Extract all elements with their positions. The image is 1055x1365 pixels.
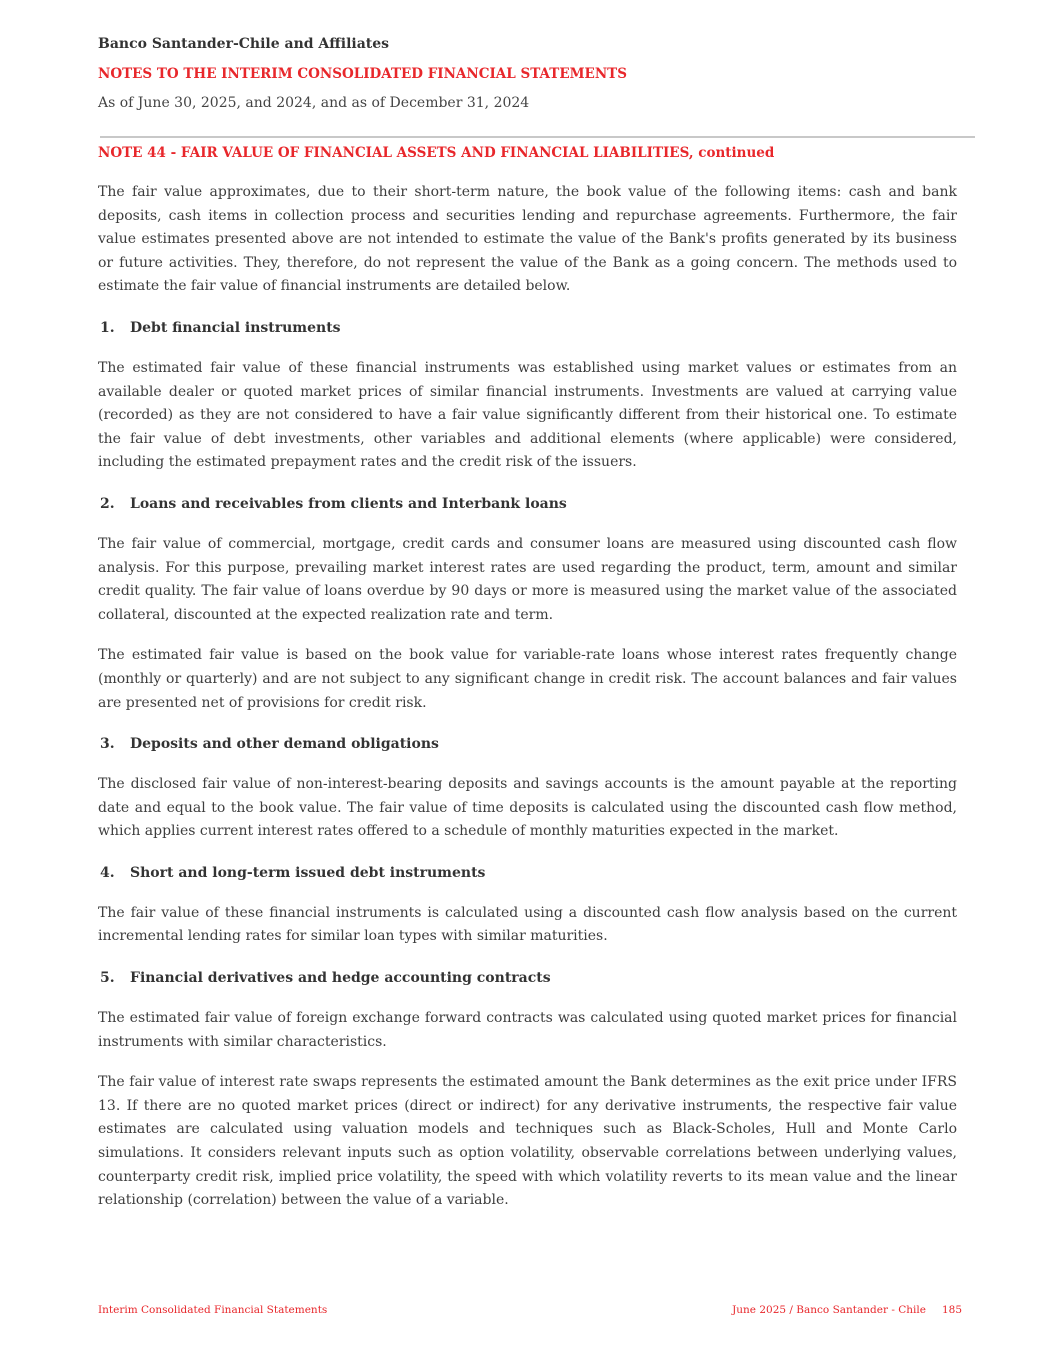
footer-period-bank: June 2025 / Banco Santander - Chile [732, 1304, 926, 1316]
section-heading-deposits [98, 732, 957, 756]
section-number: 2. [100, 495, 115, 512]
section-number: 1. [100, 319, 115, 336]
page-header [98, 34, 974, 113]
section-title: Debt financial instruments [130, 319, 341, 336]
section-paragraph: The estimated fair value of foreign exchange forward contracts was calculated using quoted market prices for financial instruments with similar characteristics. [98, 1010, 957, 1050]
section-heading-loans-receivables [98, 492, 957, 516]
section-number: 4. [100, 864, 115, 881]
section-paragraph: The fair value of commercial, mortgage, credit cards and consumer loans are measured using discounted cash flow analysis. For this purpose, prevailing market interest rates are used regarding the product, term, amount and similar credit quality. The fair value of loans overdue by 90 days or more is measured using the market value of the associated collateral, discounted at the expected realization rate and term. [98, 535, 957, 623]
section-paragraph: The fair value of these financial instruments is calculated using a discounted cash flow analysis based on the current incremental lending rates for similar loan types with similar maturities. [98, 904, 957, 945]
note-content [98, 143, 957, 1230]
section-title: Short and long-term issued debt instruments [130, 864, 486, 881]
header-divider [100, 136, 975, 138]
section-title: Loans and receivables from clients and Interbank loans [130, 495, 567, 512]
section-heading-debt-instruments [98, 316, 957, 340]
section-paragraph: The estimated fair value is based on the book value for variable-rate loans whose interest rates frequently change (monthly or quarterly) and are not subject to any significant change in credit risk. The account balances and fair values are presented net of provisions for credit risk. [98, 647, 957, 711]
section-title: Financial derivatives and hedge accounting contracts [130, 970, 551, 987]
section-number: 3. [100, 736, 115, 753]
section-title: Deposits and other demand obligations [130, 736, 439, 753]
page-number: 185 [941, 1304, 962, 1316]
notes-title: NOTES TO THE INTERIM CONSOLIDATED FINANCIAL STATEMENTS [98, 66, 627, 82]
section-heading-derivatives [98, 966, 957, 990]
intro-paragraph: The fair value approximates, due to their short-term nature, the book value of the following items: cash and bank deposits, cash items in collection process and securities lending and repurchase agreements. Furthermore, the fair value estimates presented above are not intended to estimate the value of the Bank's profits generated by its business or future activities. They, therefore, do not represent the value of the Bank as a going concern. The methods used to estimate the fair value of financial instruments are detailed below. [98, 184, 957, 295]
section-paragraph: The disclosed fair value of non-interest-bearing deposits and savings accounts is the amount payable at the reporting date and equal to the book value. The fair value of time deposits is calculated using the discounted cash flow method, which applies current interest rates offered to a schedule of monthly maturities expected in the market. [98, 776, 957, 840]
as-of-date: As of June 30, 2025, and 2024, and as of December 31, 2024 [98, 95, 530, 111]
company-name: Banco Santander-Chile and Affiliates [98, 36, 390, 52]
note-title: NOTE 44 - FAIR VALUE OF FINANCIAL ASSETS AND FINANCIAL LIABILITIES, continued [98, 145, 775, 161]
page-footer [98, 1302, 962, 1318]
footer-document-title: Interim Consolidated Financial Statements [98, 1304, 328, 1316]
section-paragraph: The estimated fair value of these financial instruments was established using market values or estimates from an available dealer or quoted market prices of similar financial instruments. Investments are valued at carrying value (recorded) as they are not considered to have a fair value significantly different from their historical one. To estimate the fair value of debt investments, other variables and additional elements (where applicable) were considered, including the estimated prepayment rates and the credit risk of the issuers. [98, 359, 957, 471]
section-heading-issued-debt [98, 861, 957, 885]
section-paragraph: The fair value of interest rate swaps represents the estimated amount the Bank determines as the exit price under IFRS 13. If there are no quoted market prices (direct or indirect) for any derivative instruments, the respective fair value estimates are calculated using valuation models and techniques such as Black-Scholes, Hull and Monte Carlo simulations. It considers relevant inputs such as option volatility, observable correlations between underlying values, counterparty credit risk, implied price volatility, the speed with which volatility reverts to its mean value and the linear relationship (correlation) between the value of a variable. [98, 1074, 957, 1209]
footer-right [732, 1302, 962, 1318]
section-number: 5. [100, 970, 115, 987]
